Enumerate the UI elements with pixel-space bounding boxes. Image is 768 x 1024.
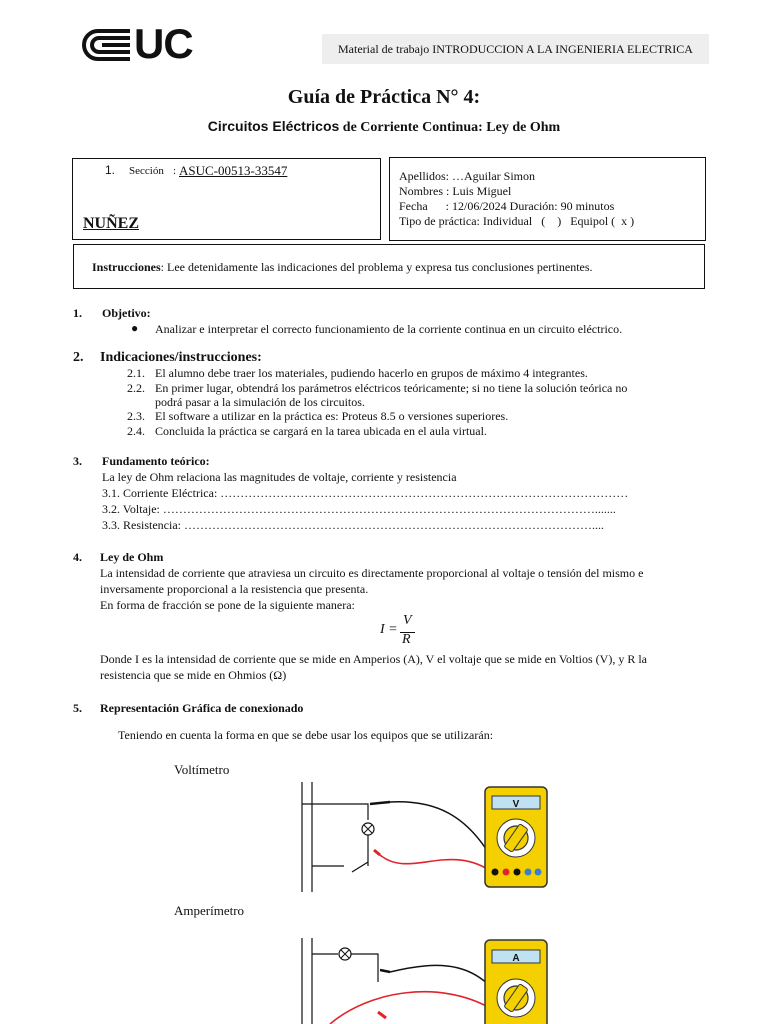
sec4-title: Ley de Ohm: [100, 550, 164, 564]
info-num: 1.: [105, 163, 116, 177]
red-probe-wire: [380, 855, 495, 874]
formula-numerator: V: [403, 613, 412, 628]
page-title: Guía de Práctica N° 4:: [287, 86, 481, 108]
sec3-voltaje: 3.2. Voltaje: ……………………………………………………………………………………………….......: [102, 502, 616, 516]
sec3-title: Fundamento teórico:: [102, 454, 210, 468]
subtitle-part1: Circuitos Eléctricos: [207, 118, 340, 134]
sec2-item-text: El software a utilizar en la práctica es: Proteus 8.5 o versiones superiores.: [155, 409, 509, 423]
subtitle-part2: de Corriente Continua: Ley de Ohm: [339, 120, 561, 135]
ammeter-a-label: A: [512, 953, 520, 964]
formula-denominator: R: [402, 632, 411, 647]
sec2-item-text: podrá pasar a la simulación de los circuitos.: [155, 395, 365, 409]
sec4-p4: Donde I es la intensidad de corriente que se mide en Amperios (A), V el voltaje que se mide en Voltios (V), y R la: [100, 652, 647, 666]
course-header: Material de trabajo INTRODUCCION A LA INGENIERIA ELECTRICA: [322, 34, 709, 64]
sec4-p2: inversamente proporcional a la resistencia que presenta.: [100, 582, 369, 596]
voltmeter-diagram: [290, 780, 560, 895]
sec3-resistencia: 3.3. Resistencia: …………………………………………………………………………………………....: [102, 518, 604, 532]
seccion-label: Sección: [129, 165, 164, 177]
sec1-title: Objetivo:: [102, 306, 151, 320]
page-subtitle: [0, 118, 768, 136]
sec2-item-num: 2.2.: [127, 381, 145, 395]
sec2-item-num: 2.4.: [127, 424, 145, 438]
student-name: NUÑEZ: [83, 215, 140, 232]
instructions-body: : Lee detenidamente las indicaciones del problema y expresa tus conclusiones pertinentes.: [160, 260, 593, 274]
sec2-item-text: Concluida la práctica se cargará en la tarea ubicada en el aula virtual.: [155, 424, 487, 438]
uc-logo-icon: [80, 28, 132, 62]
sec2-item-num: 2.1.: [127, 366, 145, 380]
info-left-box: [72, 158, 381, 240]
sec3-num: 3.: [73, 454, 82, 468]
sec3-intro: La ley de Ohm relaciona las magnitudes de voltaje, corriente y resistencia: [102, 470, 457, 484]
instructions-text: [92, 260, 593, 275]
sec5-num: 5.: [73, 701, 82, 715]
ammeter-red-wire: [330, 992, 490, 1024]
info-right-box: [389, 157, 706, 241]
ammeter-diagram: [290, 930, 560, 1024]
apellidos: Apellidos: …Aguilar Simon: [399, 169, 535, 183]
formula-lhs: I =: [380, 622, 398, 637]
tipo-practica: Tipo de práctica: Individual ( ) Equipol ( x ): [399, 214, 635, 228]
logo-text: UC: [134, 20, 193, 67]
voltimetro-label: Voltímetro: [174, 762, 230, 777]
sec5-intro: Teniendo en cuenta la forma en que se debe usar los equipos que se utilizarán:: [118, 728, 494, 742]
sec2-title: Indicaciones/instrucciones:: [100, 350, 262, 365]
sec4-p3: En forma de fracción se pone de la siguiente manera:: [100, 598, 355, 612]
ohm-formula: [380, 615, 440, 651]
sec4-num: 4.: [73, 550, 82, 564]
sec2-item-text: El alumno debe traer los materiales, pudiendo hacerlo en grupos de máximo 4 integrantes.: [155, 366, 588, 380]
sec4-p1: La intensidad de corriente que atraviesa un circuito es directamente proporcional al voltaje o tensión del mismo e: [100, 566, 644, 580]
seccion-value: ASUC-00513-33547: [179, 163, 288, 178]
sec1-bullet: Analizar e interpretar el correcto funcionamiento de la corriente continua en un circuito eléctrico.: [155, 322, 623, 336]
amperimetro-label: Amperímetro: [174, 903, 245, 918]
fecha: Fecha : 12/06/2024 Duración: 90 minutos: [399, 199, 615, 213]
instructions-box: [73, 244, 705, 289]
sec2-num: 2.: [73, 350, 84, 365]
sec5-title: Representación Gráfica de conexionado: [100, 701, 304, 715]
uc-logo: [80, 20, 200, 67]
voltmeter-v-label: V: [512, 799, 520, 810]
instructions-label: Instrucciones: [92, 260, 161, 274]
sec2-item-text: En primer lugar, obtendrá los parámetros eléctricos teóricamente; si no tiene la solución teórica no: [155, 381, 628, 395]
sec1-num: 1.: [73, 306, 82, 320]
nombres: Nombres : Luis Miguel: [399, 184, 512, 198]
bullet-icon: ●: [131, 321, 139, 335]
sec3-corriente: 3.1. Corriente Eléctrica: …………………………………………………………………………………………: [102, 486, 629, 500]
sec4-p5: resistencia que se mide en Ohmios (Ω): [100, 668, 287, 682]
seccion-colon: :: [173, 165, 177, 177]
sec2-item-num: 2.3.: [127, 409, 145, 423]
